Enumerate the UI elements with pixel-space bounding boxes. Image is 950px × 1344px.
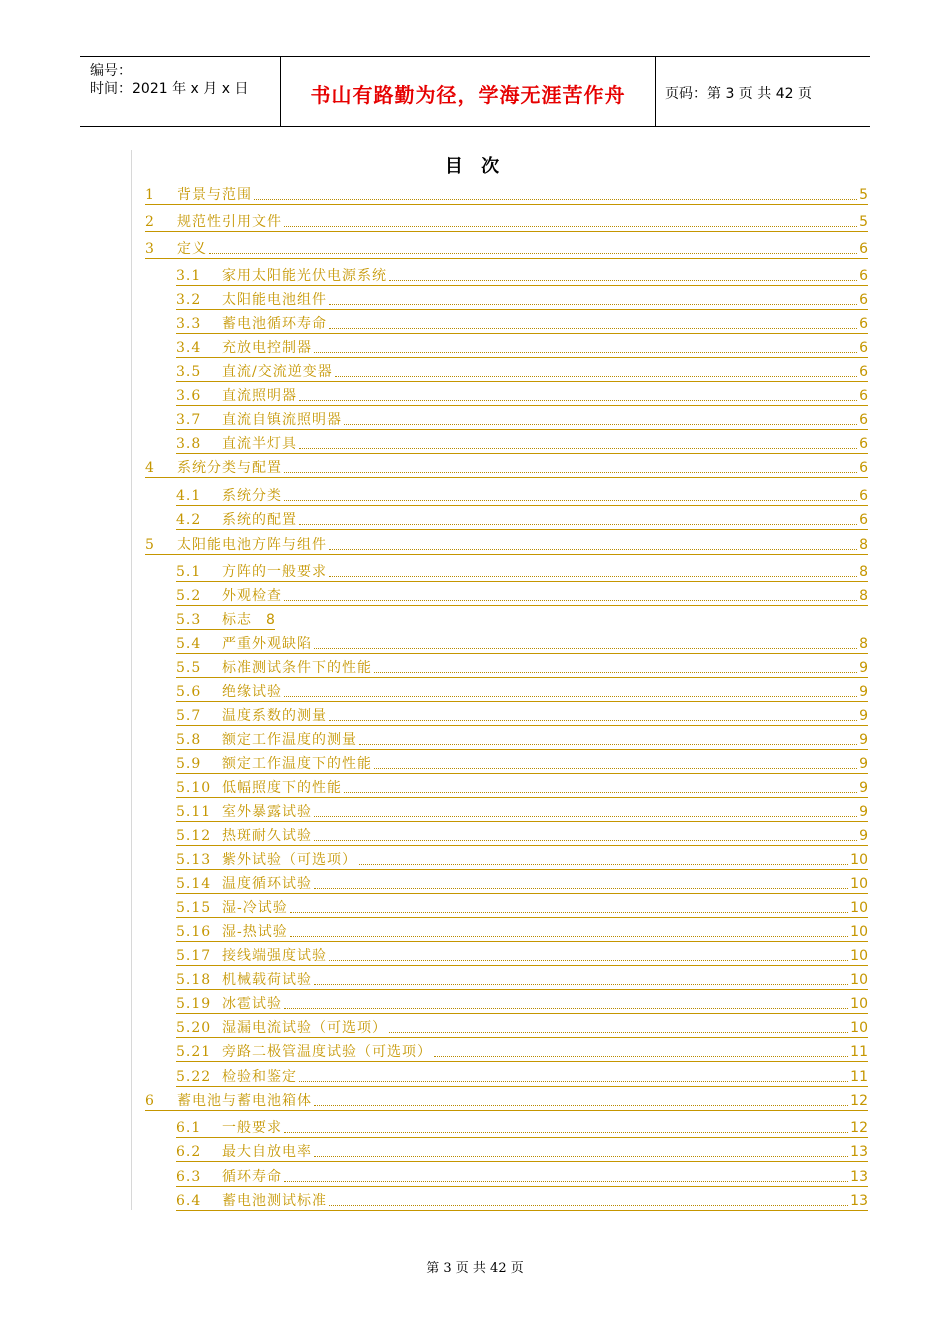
toc-entry-page: 9 — [859, 780, 868, 796]
toc-entry-number: 5.17 — [176, 948, 212, 964]
toc-entry-number: 5.18 — [176, 972, 212, 988]
toc-entry-number: 5.13 — [176, 852, 212, 868]
toc-entry-page: 10 — [850, 948, 868, 964]
toc-entry[interactable] — [176, 634, 868, 652]
toc-entry-number: 5.6 — [176, 684, 202, 700]
toc-entry-underline — [176, 677, 868, 678]
toc-entry-page: 9 — [859, 804, 868, 820]
toc-dot-leader — [284, 1180, 848, 1182]
toc-entry-number: 3.1 — [176, 268, 202, 284]
toc-entry-page: 10 — [850, 1020, 868, 1036]
toc-title: 目 次 — [444, 156, 506, 177]
toc-dot-leader — [344, 791, 857, 793]
toc-entry[interactable] — [176, 682, 868, 700]
toc-dot-leader — [290, 911, 848, 913]
toc-dot-leader — [389, 279, 857, 281]
toc-entry[interactable] — [176, 338, 868, 356]
toc-entry-page: 8 — [266, 612, 275, 628]
toc-dot-leader — [290, 935, 848, 937]
toc-entry-number: 5.2 — [176, 588, 202, 604]
toc-entry-page: 10 — [850, 876, 868, 892]
toc-entry-number: 5.9 — [176, 756, 202, 772]
toc-entry-title: 温度循环试验 — [222, 876, 312, 892]
toc-entry-title: 温度系数的测量 — [222, 708, 327, 724]
toc-entry-number: 4.2 — [176, 512, 202, 528]
toc-entry[interactable] — [176, 314, 868, 332]
toc-entry-title: 直流照明器 — [222, 388, 297, 404]
toc-entry-underline — [176, 1061, 868, 1062]
toc-entry-underline — [176, 429, 868, 430]
toc-entry-number: 1 — [145, 187, 155, 203]
toc-entry-page: 8 — [859, 537, 868, 553]
toc-entry-number: 5.11 — [176, 804, 212, 820]
toc-entry-page: 6 — [859, 241, 868, 257]
toc-entry-underline — [176, 773, 868, 774]
toc-entry-page: 6 — [859, 512, 868, 528]
toc-entry-title: 蓄电池与蓄电池箱体 — [177, 1093, 312, 1109]
toc-dot-leader — [329, 303, 857, 305]
toc-entry-number: 5.1 — [176, 564, 202, 580]
toc-entry-number: 2 — [145, 214, 155, 230]
toc-dot-leader — [314, 815, 857, 817]
toc-entry-page: 6 — [859, 412, 868, 428]
toc-entry-number: 5.5 — [176, 660, 202, 676]
toc-dot-leader — [284, 499, 857, 501]
toc-entry-title: 直流自镇流照明器 — [222, 412, 342, 428]
toc-entry-page: 6 — [859, 436, 868, 452]
toc-entry-underline — [176, 581, 868, 582]
toc-dot-leader — [374, 767, 857, 769]
toc-entry-page: 9 — [859, 660, 868, 676]
toc-entry-underline — [176, 381, 868, 382]
toc-entry-page: 11 — [850, 1044, 868, 1060]
toc-entry[interactable] — [145, 212, 868, 230]
toc-dot-leader — [314, 887, 848, 889]
toc-entry-title: 热斑耐久试验 — [222, 828, 312, 844]
toc-dot-leader — [284, 225, 857, 227]
toc-entry[interactable] — [176, 1142, 868, 1160]
toc-entry[interactable] — [176, 1191, 868, 1209]
toc-entry-underline — [176, 1137, 868, 1138]
toc-entry[interactable] — [176, 706, 868, 724]
toc-entry[interactable] — [176, 586, 868, 604]
toc-entry-underline — [176, 1086, 868, 1087]
toc-entry-underline — [176, 1210, 868, 1211]
toc-entry-title: 系统分类与配置 — [177, 460, 282, 476]
toc-entry-title: 最大自放电率 — [222, 1144, 312, 1160]
toc-entry-title: 额定工作温度下的性能 — [222, 756, 372, 772]
toc-entry-title: 室外暴露试验 — [222, 804, 312, 820]
toc-entry[interactable] — [176, 850, 868, 868]
toc-dot-leader — [329, 548, 857, 550]
toc-entry-underline — [176, 701, 868, 702]
toc-dot-leader — [284, 695, 857, 697]
toc-entry-page: 8 — [859, 636, 868, 652]
toc-entry-underline — [145, 554, 868, 555]
toc-entry-title: 绝缘试验 — [222, 684, 282, 700]
toc-entry-number: 5.16 — [176, 924, 212, 940]
toc-entry-underline — [176, 529, 868, 530]
toc-entry-underline — [145, 204, 868, 205]
toc-dot-leader — [329, 719, 857, 721]
toc-entry-page: 9 — [859, 756, 868, 772]
toc-entry-underline — [176, 989, 868, 990]
toc-dot-leader — [254, 198, 857, 200]
toc-entry-page: 6 — [859, 460, 868, 476]
toc-entry-number: 3 — [145, 241, 155, 257]
toc-dot-leader — [284, 1131, 848, 1133]
toc-entry-page: 12 — [850, 1120, 868, 1136]
toc-entry-title: 循环寿命 — [222, 1169, 282, 1185]
toc-entry[interactable] — [176, 874, 868, 892]
toc-entry-page: 13 — [850, 1193, 868, 1209]
toc-entry-title: 家用太阳能光伏电源系统 — [222, 268, 387, 284]
toc-entry-page: 11 — [850, 1069, 868, 1085]
toc-dot-leader — [314, 839, 857, 841]
toc-entry[interactable] — [145, 185, 868, 203]
toc-entry-page: 10 — [850, 996, 868, 1012]
toc-entry-title: 系统分类 — [222, 488, 282, 504]
toc-entry-underline — [176, 869, 868, 870]
toc-dot-leader — [389, 1031, 848, 1033]
toc-entry-number: 5.22 — [176, 1069, 212, 1085]
toc-entry-number: 6 — [145, 1093, 155, 1109]
toc-entry-number: 5.7 — [176, 708, 202, 724]
toc-dot-leader — [359, 863, 848, 865]
toc-entry-title: 充放电控制器 — [222, 340, 312, 356]
toc-entry-number: 3.5 — [176, 364, 202, 380]
toc-entry-underline — [176, 893, 868, 894]
toc-entry-title: 系统的配置 — [222, 512, 297, 528]
toc-entry-number: 3.3 — [176, 316, 202, 332]
toc-entry-number: 5.19 — [176, 996, 212, 1012]
toc-entry-title: 额定工作温度的测量 — [222, 732, 357, 748]
toc-dot-leader — [314, 1104, 848, 1106]
toc-entry-page: 5 — [859, 214, 868, 230]
toc-entry[interactable] — [176, 1167, 868, 1185]
toc-entry-number: 6.3 — [176, 1169, 202, 1185]
toc-entry-underline — [176, 405, 868, 406]
toc-entry[interactable] — [176, 362, 868, 380]
toc-entry-page: 5 — [859, 187, 868, 203]
toc-entry-number: 5.12 — [176, 828, 212, 844]
toc-entry[interactable] — [176, 290, 868, 308]
toc-dot-leader — [314, 983, 848, 985]
toc-entry-page: 9 — [859, 708, 868, 724]
toc-entry-underline — [176, 1161, 868, 1162]
toc-entry-number: 5.15 — [176, 900, 212, 916]
toc-entry-page: 13 — [850, 1169, 868, 1185]
toc-entry[interactable] — [176, 486, 868, 504]
toc-entry-page: 6 — [859, 364, 868, 380]
toc-entry-title: 机械载荷试验 — [222, 972, 312, 988]
toc-dot-leader — [284, 1007, 848, 1009]
toc-entry-page: 6 — [859, 268, 868, 284]
toc-entry-page: 12 — [850, 1093, 868, 1109]
toc-entry-number: 6.4 — [176, 1193, 202, 1209]
toc-entry-title: 湿-热试验 — [222, 924, 288, 940]
toc-entry-number: 5.21 — [176, 1044, 212, 1060]
toc-entry[interactable] — [176, 778, 868, 796]
toc-dot-leader — [335, 375, 857, 377]
toc-entry-title: 太阳能电池组件 — [222, 292, 327, 308]
toc-entry-title: 背景与范围 — [177, 187, 252, 203]
toc-entry-number: 5.3 — [176, 612, 202, 628]
toc-entry-number: 3.7 — [176, 412, 202, 428]
toc-entry-underline — [176, 1037, 868, 1038]
toc-entry-page: 8 — [859, 588, 868, 604]
toc-entry-underline — [176, 309, 868, 310]
page-footer: 第 3 页 共 42 页 — [426, 1261, 524, 1276]
toc-entry-number: 3.6 — [176, 388, 202, 404]
toc-dot-leader — [359, 743, 857, 745]
toc-entry-page: 6 — [859, 340, 868, 356]
toc-entry-underline — [176, 505, 868, 506]
toc-entry-underline — [176, 845, 868, 846]
toc-entry-number: 5.20 — [176, 1020, 212, 1036]
toc-entry-underline — [176, 453, 868, 454]
toc-entry-title: 太阳能电池方阵与组件 — [177, 537, 327, 553]
toc-entry[interactable] — [176, 410, 868, 428]
toc-entry-page: 9 — [859, 732, 868, 748]
toc-entry-title: 旁路二极管温度试验（可选项） — [222, 1044, 432, 1060]
toc-entry-number: 5 — [145, 537, 155, 553]
toc-entry-title: 直流半灯具 — [222, 436, 297, 452]
toc-entry-page: 9 — [859, 828, 868, 844]
toc-entry-title: 一般要求 — [222, 1120, 282, 1136]
toc-entry[interactable] — [176, 610, 275, 628]
toc-dot-leader — [314, 351, 857, 353]
toc-entry-number: 3.4 — [176, 340, 202, 356]
toc-entry[interactable] — [176, 970, 868, 988]
toc-entry-title: 严重外观缺陷 — [222, 636, 312, 652]
toc-dot-leader — [314, 1155, 848, 1157]
toc-entry-title: 定义 — [177, 241, 207, 257]
toc-entry-title: 外观检查 — [222, 588, 282, 604]
toc-entry-title: 蓄电池测试标准 — [222, 1193, 327, 1209]
toc-entry[interactable] — [176, 946, 868, 964]
toc-entry[interactable] — [176, 1042, 868, 1060]
toc-entry-underline — [176, 965, 868, 966]
toc-entry-underline — [176, 357, 868, 358]
toc-entry-title: 检验和鉴定 — [222, 1069, 297, 1085]
toc-entry-page: 13 — [850, 1144, 868, 1160]
toc-entry-underline — [145, 231, 868, 232]
toc-entry-number: 4.1 — [176, 488, 202, 504]
toc-entry-number: 6.2 — [176, 1144, 202, 1160]
toc-entry-underline — [176, 821, 868, 822]
toc-entry[interactable] — [176, 386, 868, 404]
toc-entry[interactable] — [176, 922, 868, 940]
toc-entry[interactable] — [176, 266, 868, 284]
toc-entry-title: 蓄电池循环寿命 — [222, 316, 327, 332]
toc-entry-title: 湿漏电流试验（可选项） — [222, 1020, 387, 1036]
toc-dot-leader — [329, 959, 848, 961]
toc-dot-leader — [284, 471, 857, 473]
toc-entry-number: 3.8 — [176, 436, 202, 452]
toc-entry[interactable] — [176, 802, 868, 820]
toc-entry-underline — [176, 917, 868, 918]
toc-entry-underline — [176, 1013, 868, 1014]
toc-entry-number: 6.1 — [176, 1120, 202, 1136]
toc-entry-underline — [176, 333, 868, 334]
toc-dot-leader — [209, 252, 857, 254]
toc-entry-underline — [176, 941, 868, 942]
toc-entry-number: 4 — [145, 460, 155, 476]
motto-text: 书山有路勤为径，学海无涯苦作舟 — [310, 83, 626, 107]
toc-entry-underline — [176, 749, 868, 750]
toc-dot-leader — [329, 1204, 848, 1206]
toc-entry-title: 湿-冷试验 — [222, 900, 288, 916]
toc-entry[interactable] — [176, 658, 868, 676]
toc-dot-leader — [314, 647, 857, 649]
toc-entry-page: 6 — [859, 388, 868, 404]
toc-entry-underline — [145, 1110, 868, 1111]
toc-dot-leader — [299, 447, 857, 449]
document-number-label: 编号： — [90, 63, 132, 79]
toc-entry[interactable] — [176, 1018, 868, 1036]
toc-entry-page: 6 — [859, 488, 868, 504]
toc-entry[interactable] — [176, 730, 868, 748]
toc-entry-number: 5.8 — [176, 732, 202, 748]
toc-entry[interactable] — [176, 1118, 868, 1136]
toc-entry[interactable] — [176, 754, 868, 772]
toc-entry-underline — [145, 477, 868, 478]
toc-entry[interactable] — [176, 826, 868, 844]
toc-dot-leader — [329, 575, 857, 577]
toc-dot-leader — [344, 423, 857, 425]
toc-dot-leader — [329, 327, 857, 329]
toc-entry-page: 8 — [859, 564, 868, 580]
toc-entry[interactable] — [145, 239, 868, 257]
toc-entry-page: 9 — [859, 684, 868, 700]
toc-dot-leader — [284, 599, 857, 601]
toc-entry-underline — [176, 653, 868, 654]
toc-entry-title: 方阵的一般要求 — [222, 564, 327, 580]
toc-entry-title: 标志 — [222, 612, 252, 628]
toc-entry-underline — [176, 285, 868, 286]
toc-entry-underline — [176, 629, 275, 630]
toc-dot-leader — [434, 1055, 848, 1057]
toc-entry[interactable] — [145, 535, 868, 553]
toc-entry-title: 标准测试条件下的性能 — [222, 660, 372, 676]
toc-entry[interactable] — [176, 994, 868, 1012]
toc-entry-page: 6 — [859, 292, 868, 308]
header-page-info: 页码：第 3 页 共 42 页 — [665, 86, 812, 102]
toc-entry-page: 10 — [850, 900, 868, 916]
toc-dot-leader — [299, 1080, 848, 1082]
toc-entry-underline — [176, 797, 868, 798]
toc-dot-leader — [374, 671, 857, 673]
toc-entry[interactable] — [176, 434, 868, 452]
toc-entry-number: 5.4 — [176, 636, 202, 652]
toc-dot-leader — [299, 523, 857, 525]
toc-entry-underline — [176, 605, 868, 606]
toc-entry-page: 10 — [850, 852, 868, 868]
toc-entry-title: 接线端强度试验 — [222, 948, 327, 964]
toc-dot-leader — [299, 399, 857, 401]
toc-entry-underline — [176, 725, 868, 726]
toc-entry[interactable] — [176, 562, 868, 580]
toc-entry-underline — [176, 1186, 868, 1187]
toc-entry[interactable] — [176, 898, 868, 916]
toc-entry-number: 3.2 — [176, 292, 202, 308]
toc-entry-underline — [145, 258, 868, 259]
document-date: 时间：2021 年 x 月 x 日 — [90, 81, 249, 97]
toc-entry-title: 直流/交流逆变器 — [222, 364, 333, 380]
toc-entry[interactable] — [176, 1067, 868, 1085]
toc-entry-page: 10 — [850, 924, 868, 940]
toc-entry-title: 低幅照度下的性能 — [222, 780, 342, 796]
toc-entry[interactable] — [145, 458, 868, 476]
toc-entry-title: 紫外试验（可选项） — [222, 852, 357, 868]
toc-entry[interactable] — [145, 1091, 868, 1109]
toc-entry-page: 6 — [859, 316, 868, 332]
toc-entry-title: 冰雹试验 — [222, 996, 282, 1012]
toc-entry[interactable] — [176, 510, 868, 528]
toc-entry-number: 5.14 — [176, 876, 212, 892]
toc-entry-page: 10 — [850, 972, 868, 988]
toc-entry-title: 规范性引用文件 — [177, 214, 282, 230]
toc-entry-number: 5.10 — [176, 780, 212, 796]
